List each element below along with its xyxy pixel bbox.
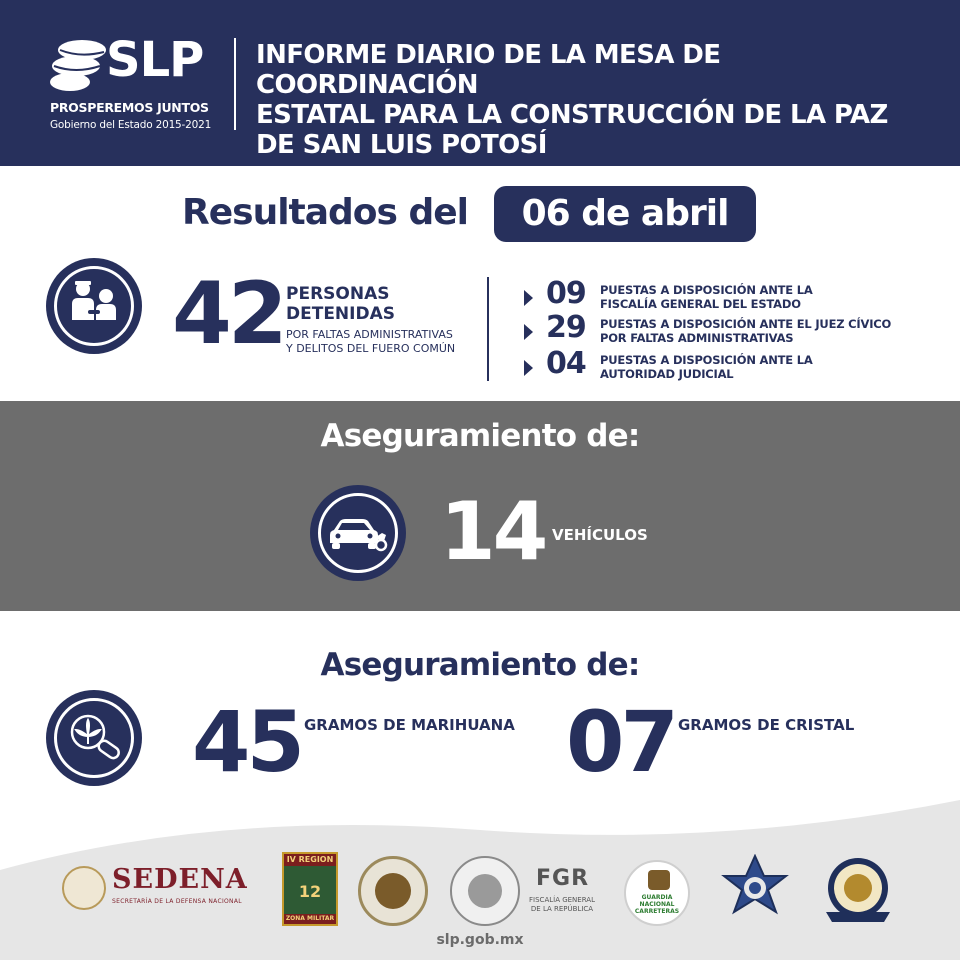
- mexico-eagle-seal-icon: [62, 866, 106, 910]
- car-motorcycle-icon: [326, 503, 390, 563]
- breakdown-text: [600, 283, 910, 311]
- gnc-label-line3: CARRETERAS: [634, 908, 680, 915]
- vehicles-count: 14: [440, 485, 546, 578]
- guardia-nacional-seal-icon: [358, 856, 428, 926]
- header-title-line3: DE SAN LUIS POTOSÍ: [256, 130, 547, 160]
- arrow-right-icon: [524, 324, 533, 340]
- drugs-title: Aseguramiento de:: [320, 647, 640, 683]
- gnc-label-line1: GUARDIA: [641, 894, 673, 901]
- breakdown-count: 09: [546, 276, 586, 311]
- results-divider: [487, 277, 489, 381]
- breakdown-text-line2: POR FALTAS ADMINISTRATIVAS: [600, 331, 794, 345]
- header-divider: [234, 38, 236, 130]
- results-title: Resultados del: [182, 192, 469, 233]
- detained-label-line1: PERSONAS: [286, 284, 390, 304]
- fgr-subtitle: [524, 896, 600, 914]
- gnc-label-line2: NACIONAL: [639, 901, 675, 908]
- detained-sub-line2: Y DELITOS DEL FUERO COMÚN: [286, 342, 456, 355]
- fiscalia-estado-seal-icon: [818, 854, 898, 928]
- slp-logo-mark-icon: [50, 38, 110, 94]
- breakdown-text: [600, 317, 910, 345]
- logo-text: SLP: [106, 32, 204, 88]
- vehicles-icon-circle: [310, 485, 406, 581]
- detained-persons-icon: [64, 276, 124, 336]
- eagle-icon: [648, 870, 670, 890]
- detained-sublabel: [286, 328, 486, 356]
- breakdown-text-line1: PUESTAS A DISPOSICIÓN ANTE LA: [600, 353, 813, 367]
- header-title: [256, 40, 936, 160]
- detained-count: 42: [172, 264, 284, 364]
- guardia-nacional-carreteras-seal: [624, 860, 690, 926]
- arrow-right-icon: [524, 290, 533, 306]
- arrow-right-icon: [524, 360, 533, 376]
- website-url[interactable]: slp.gob.mx: [436, 932, 524, 948]
- date-badge: 06 de abril: [494, 186, 756, 242]
- breakdown-text-line1: PUESTAS A DISPOSICIÓN ANTE EL JUEZ CÍVICO: [600, 317, 892, 331]
- breakdown-text-line2: AUTORIDAD JUDICIAL: [600, 367, 734, 381]
- sedena-subtitle: SECRETARÍA DE LA DEFENSA NACIONAL: [112, 898, 242, 905]
- marijuana-pill-icon: [64, 708, 124, 768]
- partner-logos: [0, 848, 960, 928]
- region-top-label: IV REGION: [284, 854, 336, 866]
- breakdown-count: 29: [546, 310, 586, 345]
- marijuana-count: 45: [192, 693, 301, 791]
- vehicles-title: Aseguramiento de:: [320, 418, 640, 454]
- drugs-icon-circle: [46, 690, 142, 786]
- marijuana-label: GRAMOS DE MARIHUANA: [304, 716, 515, 734]
- header-title-line1: INFORME DIARIO DE LA MESA DE COORDINACIÓN: [256, 40, 721, 100]
- vehicles-label: VEHÍCULOS: [552, 526, 648, 544]
- detained-label: [286, 284, 466, 324]
- region-bottom-label: ZONA MILITAR: [285, 915, 335, 922]
- slp-logo: [50, 32, 220, 138]
- military-zone-badge: [282, 852, 338, 926]
- header-title-line2: ESTATAL PARA LA CONSTRUCCIÓN DE LA PAZ: [256, 100, 888, 130]
- breakdown-text-line2: FISCALÍA GENERAL DEL ESTADO: [600, 297, 801, 311]
- detained-sub-line1: POR FALTAS ADMINISTRATIVAS: [286, 328, 453, 341]
- fgr-logo-text: FGR: [536, 866, 590, 891]
- fgr-subtitle-line1: FISCALÍA GENERAL: [529, 896, 595, 904]
- region-number: 12: [298, 882, 322, 901]
- fgr-subtitle-line2: DE LA REPÚBLICA: [530, 905, 594, 913]
- fgr-logo: [524, 866, 600, 916]
- sedena-logo-text: SEDENA: [112, 864, 248, 895]
- breakdown-text: [600, 353, 910, 381]
- detained-label-line2: DETENIDAS: [286, 304, 395, 324]
- detained-icon-circle: [46, 258, 142, 354]
- gnc-label: [626, 894, 688, 915]
- header-banner: [0, 0, 960, 166]
- logo-government: Gobierno del Estado 2015-2021: [50, 119, 212, 131]
- estados-unidos-mexicanos-seal-icon: [450, 856, 520, 926]
- crystal-count: 07: [566, 693, 675, 791]
- police-star-badge-icon: [718, 854, 792, 928]
- crystal-label: GRAMOS DE CRISTAL: [678, 716, 855, 734]
- breakdown-text-line1: PUESTAS A DISPOSICIÓN ANTE LA: [600, 283, 813, 297]
- logo-slogan: PROSPEREMOS JUNTOS: [50, 100, 209, 115]
- breakdown-count: 04: [546, 346, 586, 381]
